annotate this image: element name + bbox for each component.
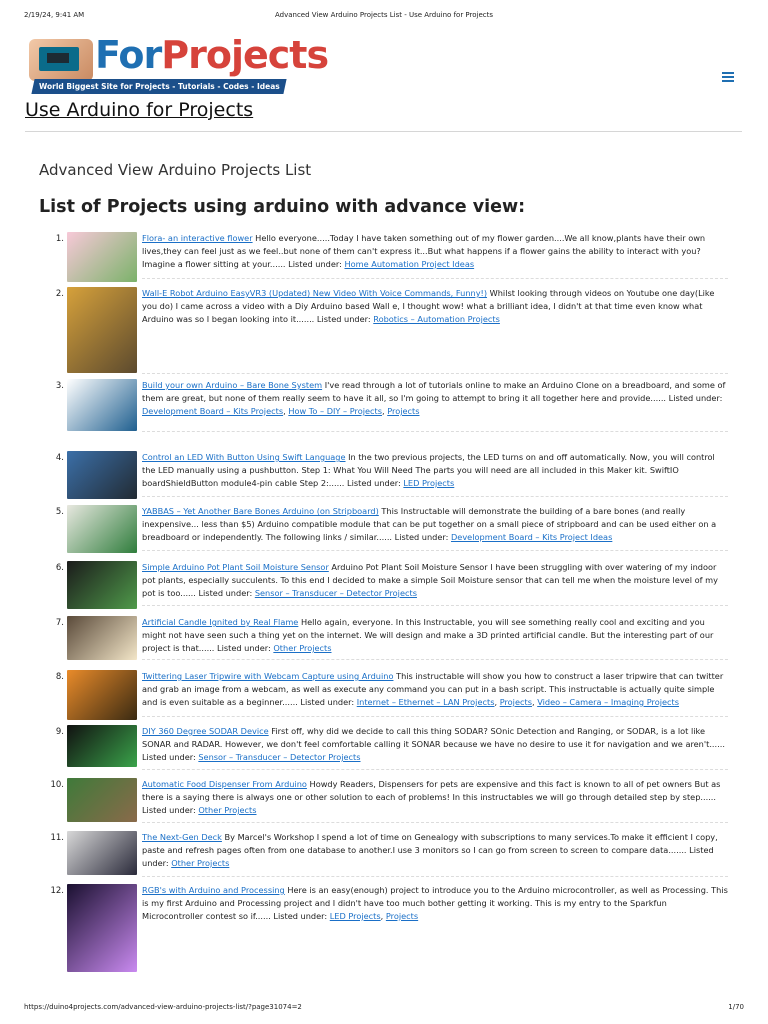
site-title-link[interactable]: Use Arduino for Projects: [25, 99, 254, 121]
project-description: Twittering Laser Tripwire with Webcam Capture using Arduino This instructable will show you how to construct a laser tripwire that can twitter and grab an image from a webcam, as well as execute any command you can put in a bash script. This instructable is actually quite simple and is even suitable as a beginner...... Listed under: Internet – Ethernet – LAN Projects, Projects, Video – Camera – Imaging Projects: [142, 671, 724, 707]
category-link[interactable]: Sensor – Transducer – Detector Projects: [198, 752, 361, 762]
arduino-board-icon: [29, 39, 93, 81]
project-summary: Howdy Readers, Dispensers for pets are expensive and this fact is known to all of pet owners But as there is a saying there is always one or other solution to each of problems! In this instructables we will go through detailed step by step...... Listed under:: [142, 779, 721, 815]
project-description: [142, 831, 728, 870]
project-number: 2.: [55, 289, 64, 299]
project-description: [142, 451, 728, 490]
list-heading: List of Projects using arduino with advance view:: [39, 197, 526, 217]
category-link[interactable]: Video – Camera – Imaging Projects: [537, 697, 680, 707]
project-summary: First off, why did we decide to call this thing SODAR? SOnic Detection and Ranging, or SODAR, is a lot like SONAR and RADAR. However, we don't feel comfortable calling it SONAR because we have no desire to use it for navigation and we aren't...... Listed under:: [142, 726, 725, 762]
page-title: Advanced View Arduino Projects List: [39, 161, 312, 179]
project-title-link[interactable]: YABBAS – Yet Another Bare Bones Arduino (on Stripboard): [142, 506, 379, 516]
category-link[interactable]: Projects: [499, 697, 532, 707]
project-title-link[interactable]: Control an LED With Button Using Swift Language: [142, 452, 346, 462]
category-link[interactable]: Internet – Ethernet – LAN Projects: [356, 697, 495, 707]
project-summary: Hello again, everyone. In this Instructable, you will see something really cool and exciting and you might not have seen such a thing yet on the internet. We will design and make a 3D printed artificial candle. But the interesting part of our project is that...... Listed under:: [142, 617, 714, 653]
category-link[interactable]: LED Projects: [329, 911, 381, 921]
print-footer: [0, 1003, 768, 1015]
project-title-link[interactable]: Automatic Food Dispenser From Arduino: [142, 779, 307, 789]
category-link[interactable]: Home Automation Project Ideas: [344, 259, 475, 269]
project-summary: This Instructable will demonstrate the building of a bare bones (and really inexpensive... less than $5) Arduino compatible module that can be put together on a small piece of stripboard and can be used either on a breadboard or independently. The following links / similar...... Listed under:: [142, 506, 717, 542]
category-link[interactable]: Projects: [385, 911, 419, 921]
print-title: Advanced View Arduino Projects List - Use Arduino for Projects: [274, 11, 494, 19]
project-summary: In the two previous projects, the LED turns on and off automatically. Now, you will control the LED manually using a pushbutton. Step 1: What You Will Need The parts you will need are all included in this Maker kit. SwiftIO boardShieldButton module4-pin cable Step 2:...... Listed under:: [142, 452, 715, 488]
project-separator: [142, 769, 728, 770]
project-thumbnail[interactable]: [67, 725, 137, 767]
project-thumbnail[interactable]: [67, 379, 137, 431]
hamburger-icon[interactable]: [722, 72, 734, 82]
project-title-link[interactable]: Twittering Laser Tripwire with Webcam Capture using Arduino: [142, 671, 394, 681]
project-thumbnail[interactable]: [67, 884, 137, 972]
project-title-link[interactable]: Build your own Arduino – Bare Bone System: [142, 380, 323, 390]
project-title-link[interactable]: Simple Arduino Pot Plant Soil Moisture Sensor: [142, 562, 329, 572]
print-url: https://duino4projects.com/advanced-view-arduino-projects-list/?page31074=2: [24, 1003, 302, 1011]
project-separator: [142, 278, 728, 279]
project-title-link[interactable]: DIY 360 Degree SODAR Device: [142, 726, 269, 736]
project-thumbnail[interactable]: [67, 561, 137, 609]
print-date: 2/19/24, 9:41 AM: [24, 11, 85, 19]
project-description: [142, 725, 728, 764]
category-link[interactable]: Other Projects: [198, 805, 257, 815]
category-link[interactable]: Robotics – Automation Projects: [373, 314, 500, 324]
project-separator: [142, 605, 728, 606]
project-number: 12.: [50, 886, 64, 896]
print-page-number: 1/70: [728, 1003, 744, 1011]
category-link[interactable]: Projects: [387, 406, 420, 416]
project-number: 9.: [55, 727, 64, 737]
project-number: 8.: [55, 672, 64, 682]
category-link[interactable]: Other Projects: [273, 643, 332, 653]
project-separator: [142, 550, 728, 551]
project-number: 1.: [55, 234, 64, 244]
logo-banner: World Biggest Site for Projects - Tutorials - Codes - Ideas: [31, 79, 286, 94]
category-link[interactable]: How To – DIY – Projects: [288, 406, 382, 416]
project-number: 11.: [50, 833, 64, 843]
project-description: RGB's with Arduino and Processing Here is an easy(enough) project to introduce you to the Arduino microcontroller, as well as Processing. This is my first Arduino and Processing project and I didn't have too much bother getting it working. This is my entry to the Sparkfun Microcontroller contest so if...... Listed under: LED Projects, Projects: [142, 885, 728, 921]
project-thumbnail[interactable]: [67, 505, 137, 553]
project-description: [142, 561, 728, 600]
project-title-link[interactable]: Artificial Candle Ignited by Real Flame: [142, 617, 299, 627]
site-logo[interactable]: [25, 33, 329, 96]
project-description: [142, 287, 728, 326]
project-thumbnail[interactable]: [67, 232, 137, 282]
project-number: 4.: [55, 453, 64, 463]
project-title-link[interactable]: The Next-Gen Deck: [142, 832, 222, 842]
category-link[interactable]: Development Board – Kits Project Ideas: [450, 532, 613, 542]
project-separator: [142, 876, 728, 877]
project-number: 7.: [55, 618, 64, 628]
project-separator: [142, 659, 728, 660]
print-header: [0, 11, 768, 23]
project-number: 3.: [55, 381, 64, 391]
project-title-link[interactable]: Wall-E Robot Arduino EasyVR3 (Updated) New Video With Voice Commands, Funny!): [142, 288, 488, 298]
category-link[interactable]: Sensor – Transducer – Detector Projects: [254, 588, 417, 598]
project-description: [142, 505, 728, 544]
project-separator: [142, 431, 728, 432]
project-separator: [142, 373, 728, 374]
project-number: 6.: [55, 563, 64, 573]
project-summary: I've read through a lot of tutorials online to make an Arduino Clone on a breadboard, and some of them are great, but none of them really seem to have it all, so I'm going to attempt to bring it all together here and provide...... Listed under:: [142, 380, 726, 403]
project-number: 5.: [55, 507, 64, 517]
project-number: 10.: [50, 780, 64, 790]
project-description: [142, 616, 728, 655]
project-description: Build your own Arduino – Bare Bone System I've read through a lot of tutorials online to make an Arduino Clone on a breadboard, and some of them are great, but none of them really seem to have it all, so I'm going to attempt to bring it all together here and provide...... Listed under: Development Board – Kits Projects, How To – DIY – Projects, Projects: [142, 380, 726, 416]
category-link[interactable]: Development Board – Kits Projects: [142, 406, 284, 416]
project-thumbnail[interactable]: [67, 287, 137, 373]
project-thumbnail[interactable]: [67, 778, 137, 822]
header-divider: [25, 131, 742, 132]
project-thumbnail[interactable]: [67, 831, 137, 875]
project-summary: Arduino Pot Plant Soil Moisture Sensor I have been struggling with over watering of my indoor pot plants, especially succulents. To this end I decided to make a simple Soil Moisture sensor that can tell me when the moisture level of my pot is too...... Listed under:: [142, 562, 718, 598]
project-summary: Here is an easy(enough) project to introduce you to the Arduino microcontroller, as well as Processing. This is my first Arduino and Processing project and I didn't have too much bother getting it working. This is my entry to the Sparkfun Microcontroller contest so if...... Listed under:: [142, 885, 728, 921]
project-description: [142, 232, 728, 271]
project-summary: By Marcel's Workshop I spend a lot of time on Genealogy with subscriptions to many services.To make it efficient I copy, paste and refresh pages often from one database to another.I use 3 monitors so I can go from screen to screen to compare data....... Listed under:: [142, 832, 718, 868]
project-separator: [142, 822, 728, 823]
project-title-link[interactable]: RGB's with Arduino and Processing: [142, 885, 285, 895]
logo-wordmark: ForProjects: [95, 33, 329, 77]
project-separator: [142, 716, 728, 717]
project-summary: Whilst looking through videos on Youtube one day(Like you do) I came across a video with a Diy Arduino based Wall e, I thought wow! what a brilliant idea, I didn't at that time even know what Arduino was so I began looking into it....... Listed under:: [142, 288, 715, 324]
project-title-link[interactable]: Flora- an interactive flower: [142, 233, 253, 243]
project-summary: Hello everyone.....Today I have taken something out of my flower garden....We all know,plants have their own lives,they can feel just as we feel..but none of them can't express it...But what happens if a flower gains the ability to interact with you? Imagine a flower sitting at your...... Listed under:: [142, 233, 706, 269]
project-thumbnail[interactable]: [67, 616, 137, 660]
category-link[interactable]: LED Projects: [403, 478, 455, 488]
project-separator: [142, 496, 728, 497]
project-thumbnail[interactable]: [67, 451, 137, 499]
project-thumbnail[interactable]: [67, 670, 137, 720]
category-link[interactable]: Other Projects: [171, 858, 230, 868]
project-description: [142, 778, 728, 817]
project-summary: This instructable will show you how to construct a laser tripwire that can twitter and grab an image from a webcam, as well as execute any command you can put in a bash script. This instructable is actually quite simple and is even suitable as a beginner...... Listed under:: [142, 671, 724, 707]
